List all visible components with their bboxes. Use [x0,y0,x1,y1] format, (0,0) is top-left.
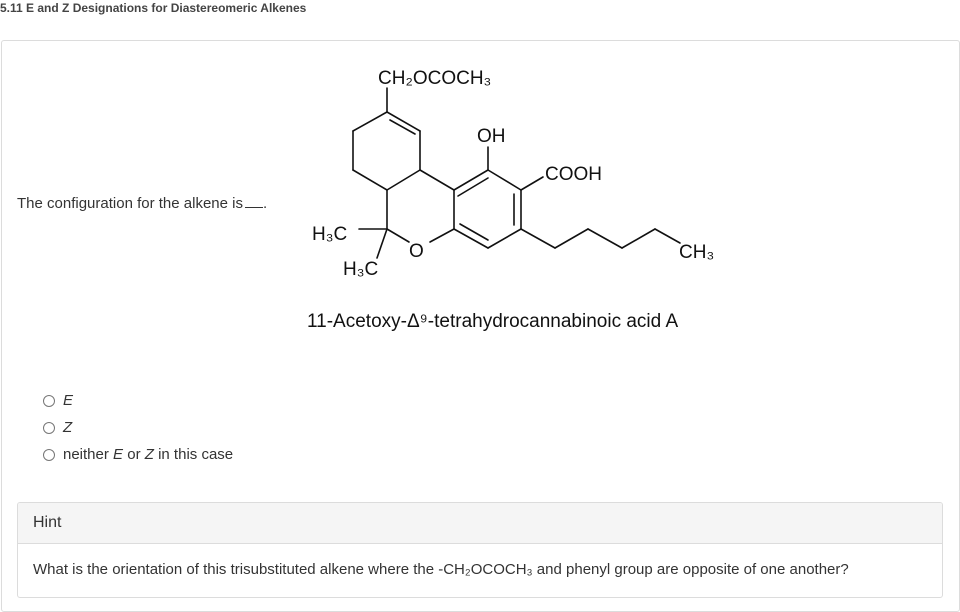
hint-header[interactable]: Hint [18,503,942,544]
acetoxymethyl-label: CH₂OCOCH₃ [378,68,492,89]
oxygen-label: O [409,241,424,262]
option-z[interactable] [43,414,233,441]
molecule-figure [300,55,740,345]
radio-e[interactable] [43,395,55,407]
hint-text: What is the orientation of this trisubstituted alkene where the -CH₂OCOCH₃ and phenyl group are opposite of one another? [33,561,849,578]
answer-options [43,387,233,468]
question-text: The configuration for the alkene is [17,195,243,212]
page-title: 5.11 E and Z Designations for Diastereomeric Alkenes [0,1,307,15]
methyl-lower-label: H₃C [343,259,379,280]
option-e-label: E [63,392,74,409]
answer-blank [245,195,263,208]
molecule-structure [300,55,740,340]
option-z-label: Z [63,419,73,436]
compound-caption: 11-Acetoxy-Δ⁹-tetrahydrocannabinoic acid A [307,311,679,332]
question-tail: . [262,195,268,212]
hint-panel [17,502,943,598]
option-neither-label: neither E or Z in this case [63,446,234,463]
option-neither[interactable] [43,441,233,468]
carboxyl-label: COOH [545,164,602,185]
terminal-methyl-label: CH₃ [679,242,715,263]
hydroxyl-label: OH [477,126,506,147]
radio-z[interactable] [43,422,55,434]
question-prompt [17,195,267,212]
methyl-upper-label: H₃C [312,224,348,245]
radio-neither[interactable] [43,449,55,461]
option-e[interactable] [43,387,233,414]
